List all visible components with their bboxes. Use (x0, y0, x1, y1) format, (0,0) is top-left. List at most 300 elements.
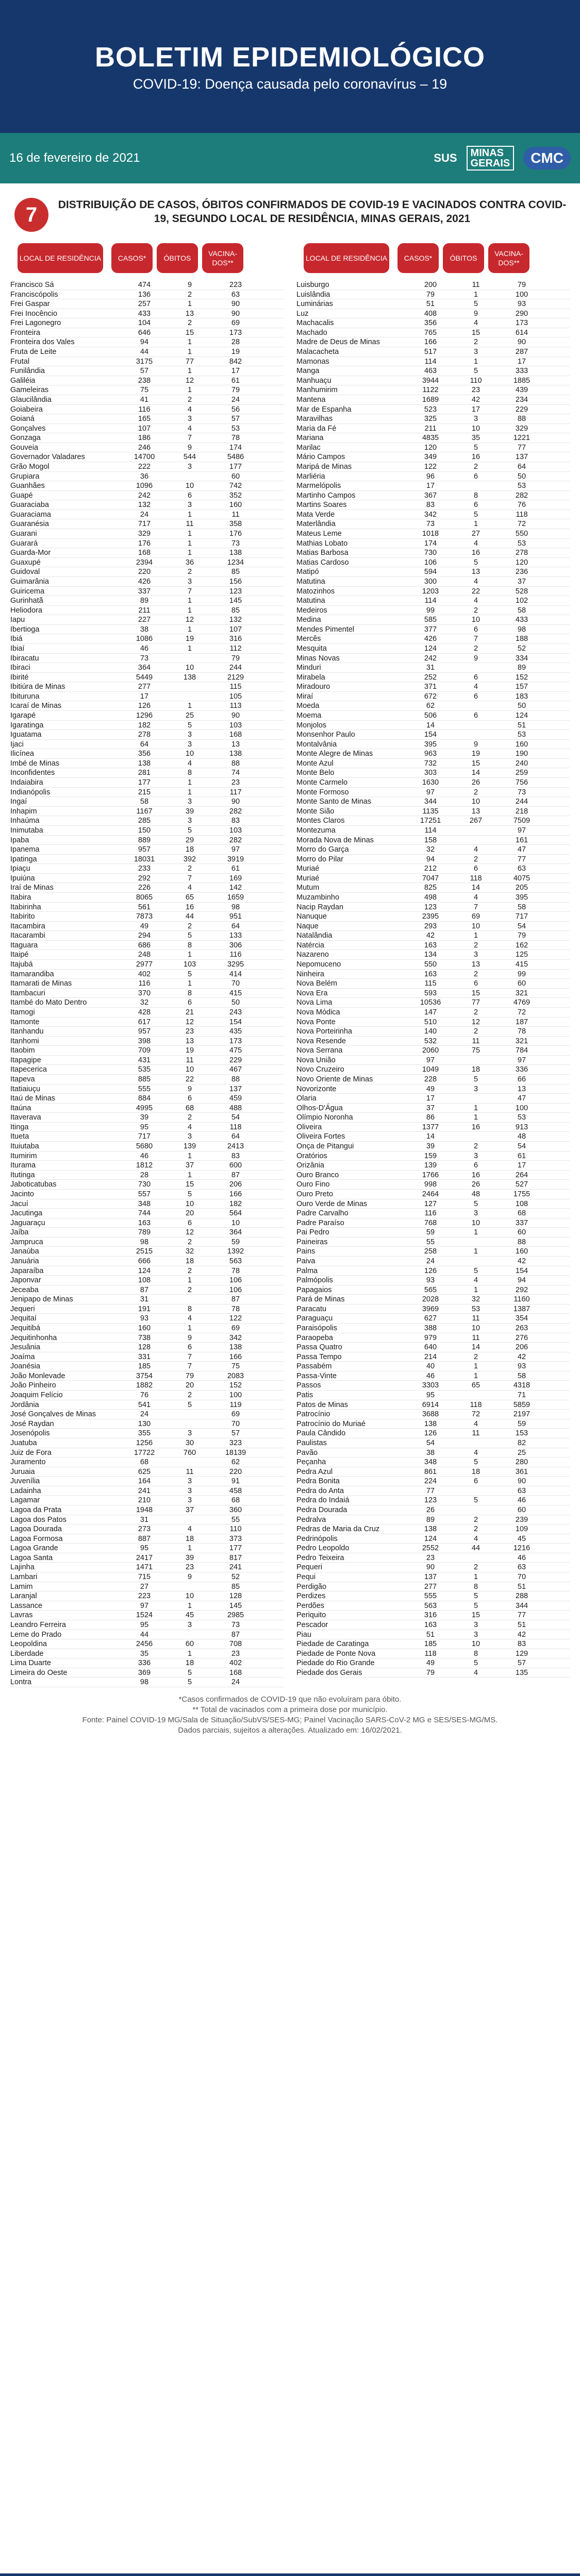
cases-value: 134 (424, 951, 437, 959)
table-row (10, 644, 284, 654)
municipality-name: Ibertioga (10, 625, 40, 634)
vaccinated-value: 433 (515, 616, 528, 624)
table-row (10, 1037, 284, 1046)
municipality-name: Medina (296, 616, 321, 624)
cases-value: 281 (138, 769, 151, 777)
deaths-value: 3 (187, 731, 192, 739)
vaccinated-value: 61 (231, 376, 240, 385)
cases-value: 126 (138, 702, 151, 710)
cases-value: 1018 (422, 530, 439, 538)
table-row (296, 1572, 570, 1582)
municipality-name: Luz (296, 309, 309, 318)
vaccinated-value: 52 (517, 644, 526, 653)
deaths-value: 5 (473, 558, 478, 567)
municipality-name: Itambé do Mato Dentro (10, 998, 87, 1007)
deaths-value: 8 (187, 989, 192, 997)
cases-value: 24 (426, 1257, 435, 1265)
table-row (296, 1505, 570, 1515)
cases-value: 355 (138, 1429, 151, 1438)
municipality-name: Itueta (10, 1132, 29, 1141)
cases-value: 7873 (136, 912, 153, 921)
municipality-name: Monsenhor Paulo (296, 731, 355, 739)
vaccinated-value: 1755 (513, 1190, 531, 1198)
vaccinated-value: 23 (231, 1649, 240, 1658)
deaths-value: 2 (473, 338, 478, 347)
deaths-value: 3 (187, 1620, 192, 1629)
deaths-value: 5 (473, 1601, 478, 1610)
cases-value: 367 (424, 491, 437, 500)
deaths-value: 35 (471, 434, 480, 443)
vaccinated-value: 85 (231, 1582, 240, 1591)
table-row (10, 740, 284, 750)
cases-value: 1630 (422, 778, 439, 787)
table-row (10, 654, 284, 664)
municipality-name: Governador Valadares (10, 453, 85, 462)
table-row (10, 1410, 284, 1419)
cases-value: 7047 (422, 874, 439, 883)
vaccinated-value: 190 (515, 750, 528, 758)
cases-value: 210 (138, 1496, 151, 1505)
deaths-value: 2 (187, 568, 192, 577)
table-row (10, 519, 284, 529)
municipality-name: Jacutinga (10, 1209, 43, 1218)
vaccinated-value: 70 (231, 979, 240, 988)
municipality-name: Oratórios (296, 1151, 327, 1160)
cases-value: 293 (424, 922, 437, 930)
vaccinated-value: 244 (515, 798, 528, 806)
deaths-value: 16 (471, 1171, 480, 1179)
table-row (10, 366, 284, 376)
table-row (296, 1524, 570, 1534)
municipality-name: Paraisópolis (296, 1324, 337, 1333)
cases-value: 95 (426, 1391, 435, 1400)
table-row (296, 654, 570, 664)
vaccinated-value: 7509 (513, 817, 531, 825)
cases-value: 377 (424, 625, 437, 634)
cases-value: 325 (424, 415, 437, 423)
vaccinated-value: 321 (515, 989, 528, 997)
vaccinated-value: 90 (517, 1477, 526, 1486)
municipality-name: Maravilhas (296, 415, 333, 423)
cases-value: 41 (140, 395, 149, 404)
sus-logo: SUS (434, 151, 457, 164)
vaccinated-value: 93 (517, 300, 526, 309)
table-row (296, 1123, 570, 1132)
page-footer (0, 2573, 580, 2576)
table-row (10, 328, 284, 338)
vaccinated-value: 69 (231, 319, 240, 328)
cases-value: 1167 (136, 807, 153, 816)
vaccinated-value: 28 (231, 338, 240, 347)
deaths-value (167, 1515, 212, 1524)
vaccinated-value: 160 (515, 740, 528, 749)
table-row (10, 1295, 284, 1304)
deaths-value: 3 (187, 415, 192, 423)
cases-value: 223 (138, 1592, 151, 1601)
vaccinated-value: 1221 (513, 434, 531, 443)
municipality-name: Francisco Sá (10, 281, 54, 289)
deaths-value: 13 (471, 568, 480, 577)
municipality-name: Itapeva (10, 1075, 35, 1083)
cases-value: 39 (426, 1142, 435, 1151)
deaths-value: 8 (473, 491, 478, 500)
vaccinated-value: 83 (517, 1640, 526, 1649)
table-row (296, 941, 570, 951)
table-row (296, 1199, 570, 1209)
table-row (296, 893, 570, 903)
table-row (10, 1218, 284, 1228)
municipality-name: Lagamar (10, 1496, 40, 1505)
municipality-name: Montezuma (296, 826, 336, 835)
table-columns (10, 239, 570, 1687)
table-row (10, 1065, 284, 1075)
deaths-value: 4 (473, 893, 478, 902)
municipality-name: Palma (296, 1266, 318, 1275)
table-row (10, 1639, 284, 1649)
vaccinated-value: 145 (229, 1601, 242, 1610)
table-row (296, 778, 570, 788)
table-row (296, 1458, 570, 1467)
table-row (10, 673, 284, 683)
deaths-value: 1 (473, 1104, 478, 1112)
vaccinated-value: 173 (229, 328, 242, 337)
municipality-name: Lontra (10, 1678, 32, 1687)
vaccinated-value: 243 (229, 1008, 242, 1016)
vaccinated-value: 100 (515, 1104, 528, 1112)
municipality-name: Gouveia (10, 443, 39, 452)
cases-value: 130 (138, 1419, 151, 1428)
deaths-value: 5 (473, 1496, 478, 1505)
cases-value: 27 (140, 1582, 149, 1591)
vaccinated-value: 137 (229, 1084, 242, 1093)
cases-value: 506 (424, 711, 437, 720)
table-row (296, 395, 570, 405)
deaths-value: 7 (187, 587, 192, 596)
table-row (296, 491, 570, 501)
deaths-value: 27 (471, 530, 480, 538)
deaths-value: 6 (187, 1094, 192, 1103)
municipality-name: Medeiros (296, 606, 327, 615)
cases-value: 2395 (422, 912, 439, 921)
municipality-name: Guarani (10, 530, 37, 538)
deaths-value: 2 (187, 1285, 192, 1294)
table-row (10, 1352, 284, 1362)
cases-value: 51 (426, 300, 435, 309)
cases-value: 32 (140, 998, 149, 1007)
municipality-name: Perdigão (296, 1582, 327, 1591)
vaccinated-value: 88 (517, 1238, 526, 1246)
table-row (296, 357, 570, 367)
deaths-value: 53 (471, 1304, 480, 1313)
vaccinated-value: 708 (229, 1640, 242, 1649)
deaths-value: 2 (187, 290, 192, 299)
deaths-value: 65 (471, 1381, 480, 1390)
municipality-name: Muriaé (296, 874, 320, 883)
cases-value: 95 (140, 1123, 149, 1131)
municipality-name: Indaiabira (10, 778, 43, 787)
vaccinated-value: 240 (515, 759, 528, 768)
cases-value: 364 (138, 664, 151, 672)
table-row (296, 1171, 570, 1180)
vaccinated-value: 46 (517, 1496, 526, 1505)
deaths-value: 1 (187, 1151, 192, 1160)
deaths-value (167, 654, 212, 663)
municipality-name: Fruta de Leite (10, 348, 57, 357)
table-row (10, 1304, 284, 1314)
municipality-name: Paula Cândido (296, 1429, 346, 1438)
vaccinated-value: 88 (231, 1075, 240, 1083)
vaccinated-value: 100 (229, 1391, 242, 1400)
deaths-value: 5 (473, 1075, 478, 1083)
table-row (10, 500, 284, 510)
municipality-name: Inconfidentes (10, 769, 55, 777)
vaccinated-value: 124 (515, 711, 528, 720)
cases-value: 186 (138, 434, 151, 443)
table-row (296, 424, 570, 434)
vaccinated-value: 119 (229, 1400, 242, 1409)
vaccinated-value: 2129 (227, 673, 244, 682)
cases-value: 5449 (136, 673, 153, 682)
cases-value: 1296 (136, 711, 153, 720)
table-row (10, 1611, 284, 1620)
cases-value: 738 (138, 1333, 151, 1342)
cases-value: 165 (138, 415, 151, 423)
municipality-name: Guarará (10, 539, 38, 548)
cases-value: 224 (424, 1477, 437, 1486)
table-row (10, 692, 284, 702)
table-row (296, 1008, 570, 1018)
table-row (296, 1419, 570, 1429)
municipality-name: Itatiaiuçu (10, 1084, 41, 1093)
deaths-value: 1 (187, 1171, 192, 1179)
cases-value: 14 (426, 1132, 435, 1141)
deaths-value (453, 1056, 499, 1065)
cases-value: 97 (140, 1601, 149, 1610)
vaccinated-value: 458 (229, 1486, 242, 1495)
vaccinated-value: 97 (517, 826, 526, 835)
vaccinated-value: 51 (517, 1582, 526, 1591)
cases-value: 730 (138, 1180, 151, 1189)
municipality-name: Padre Paraíso (296, 1218, 344, 1227)
cases-value: 76 (140, 1391, 149, 1400)
municipality-name: Lagoa Formosa (10, 1534, 63, 1543)
cases-value: 277 (138, 683, 151, 691)
cases-value: 957 (138, 845, 151, 854)
deaths-value: 1 (187, 1601, 192, 1610)
municipality-name: Monte Santo de Minas (296, 798, 372, 806)
municipality-name: Lamim (10, 1582, 33, 1591)
vaccinated-value: 282 (515, 491, 528, 500)
vaccinated-value: 842 (229, 357, 242, 366)
deaths-value: 7 (187, 874, 192, 883)
cases-value: 3175 (136, 357, 153, 366)
vaccinated-value: 53 (231, 424, 240, 433)
deaths-value: 18 (185, 1534, 194, 1543)
deaths-value: 3 (473, 1209, 478, 1218)
logo-group (434, 146, 571, 171)
vaccinated-value: 329 (515, 424, 528, 433)
municipality-name: Nova União (296, 1056, 336, 1064)
deaths-value: 6 (473, 472, 478, 481)
cases-value: 94 (426, 855, 435, 863)
table-row (10, 1649, 284, 1659)
deaths-value: 25 (185, 711, 194, 720)
cases-value: 24 (140, 1410, 149, 1419)
vaccinated-value: 218 (515, 807, 528, 816)
municipality-name: Papagaios (296, 1285, 332, 1294)
municipality-name: Machacalis (296, 319, 334, 328)
cases-value: 765 (424, 328, 437, 337)
vaccinated-value: 263 (515, 1324, 528, 1333)
deaths-value: 139 (183, 1142, 196, 1151)
deaths-value: 9 (187, 1573, 192, 1582)
deaths-value: 5 (187, 1678, 192, 1687)
vaccinated-value: 50 (231, 998, 240, 1007)
municipality-name: Mata Verde (296, 510, 335, 519)
deaths-value: 138 (183, 673, 196, 682)
vaccinated-value: 87 (231, 1295, 240, 1304)
deaths-value: 10 (185, 1065, 194, 1074)
vaccinated-value: 115 (229, 683, 242, 691)
vaccinated-value: 138 (229, 549, 242, 557)
deaths-value: 2 (473, 462, 478, 471)
deaths-value: 392 (183, 855, 196, 863)
table-row (10, 1113, 284, 1123)
cases-value: 348 (424, 1458, 437, 1467)
municipality-name: Guaxupé (10, 558, 41, 567)
table-row (10, 1400, 284, 1410)
deaths-value: 6 (473, 865, 478, 873)
deaths-value: 7 (473, 635, 478, 643)
municipality-name: Pedras de Maria da Cruz (296, 1525, 380, 1534)
deaths-value: 75 (471, 1046, 480, 1055)
vaccinated-value: 323 (229, 1438, 242, 1447)
table-row (296, 299, 570, 309)
vaccinated-value: 51 (517, 1620, 526, 1629)
table-row (296, 328, 570, 338)
deaths-value: 5 (187, 970, 192, 978)
vaccinated-value: 13 (231, 740, 240, 749)
table-row (10, 701, 284, 711)
deaths-value: 1 (187, 300, 192, 309)
cases-value: 124 (424, 644, 437, 653)
cases-value: 523 (424, 405, 437, 414)
municipality-name: Monte Carmelo (296, 778, 348, 787)
municipality-name: Franciscópolis (10, 290, 58, 299)
deaths-value: 10 (471, 616, 480, 624)
deaths-value: 4 (187, 405, 192, 414)
table-row (10, 826, 284, 836)
cases-value: 585 (424, 616, 437, 624)
cases-value: 426 (424, 635, 437, 643)
cases-value: 10536 (420, 998, 441, 1007)
municipality-name: Itutinga (10, 1171, 35, 1179)
cases-value: 17251 (420, 817, 441, 825)
table-row (296, 721, 570, 731)
table-row (296, 950, 570, 960)
municipality-name: Jaboticatubas (10, 1180, 57, 1189)
table-row (10, 1544, 284, 1553)
table-row (296, 1190, 570, 1199)
vaccinated-value: 528 (515, 587, 528, 596)
cases-value: 557 (138, 1190, 151, 1198)
cases-value: 889 (138, 836, 151, 844)
cases-value: 42 (426, 931, 435, 940)
cases-value: 174 (424, 539, 437, 548)
deaths-value: 5 (473, 1659, 478, 1668)
municipality-name: Monte Formoso (296, 788, 349, 796)
table-row (10, 1056, 284, 1065)
municipality-name: Madre de Deus de Minas (296, 338, 380, 347)
deaths-value: 1 (473, 1371, 478, 1380)
table-row (296, 1333, 570, 1343)
deaths-value: 3 (473, 1630, 478, 1639)
deaths-value: 6 (187, 1218, 192, 1227)
deaths-value: 5 (187, 826, 192, 835)
vaccinated-value: 229 (515, 405, 528, 414)
municipality-name: Fronteira (10, 328, 41, 337)
vaccinated-value: 563 (229, 1257, 242, 1265)
deaths-value: 1 (187, 625, 192, 634)
vaccinated-value: 913 (515, 1123, 528, 1131)
cases-value: 3754 (136, 1371, 153, 1380)
deaths-value: 5 (187, 931, 192, 940)
table-row (296, 337, 570, 347)
cases-value: 185 (138, 1362, 151, 1371)
table-row (10, 443, 284, 453)
cases-value: 168 (138, 549, 151, 557)
deaths-value: 13 (471, 807, 480, 816)
table-row (10, 1180, 284, 1190)
cases-value: 3969 (422, 1304, 439, 1313)
table-row (296, 759, 570, 769)
vaccinated-value: 90 (231, 798, 240, 806)
deaths-value: 3 (473, 348, 478, 357)
table-row (10, 395, 284, 405)
deaths-value: 267 (469, 817, 483, 825)
municipality-name: Mercês (296, 635, 321, 643)
vaccinated-value: 46 (517, 1553, 526, 1562)
deaths-value: 36 (185, 558, 194, 567)
deaths-value: 5 (473, 300, 478, 309)
table-row (296, 290, 570, 300)
deaths-value: 6 (473, 1161, 478, 1170)
municipality-name: Ipatinga (10, 855, 37, 863)
vaccinated-value: 68 (517, 1209, 526, 1218)
vaccinated-value: 5486 (227, 453, 244, 462)
cases-value: 998 (424, 1180, 437, 1189)
table-row (296, 1563, 570, 1572)
municipality-name: Itabirinha (10, 903, 41, 911)
vaccinated-value: 138 (229, 1343, 242, 1352)
cases-value: 1812 (136, 1161, 153, 1170)
deaths-value: 15 (471, 1611, 480, 1620)
vaccinated-value: 132 (229, 616, 242, 624)
deaths-value (453, 1553, 499, 1563)
cases-value: 957 (138, 1027, 151, 1036)
cases-value: 2552 (422, 1544, 439, 1553)
table-row (296, 405, 570, 415)
table-row (296, 1018, 570, 1027)
municipality-name: Manhuaçu (296, 376, 332, 385)
vaccinated-value: 68 (231, 1496, 240, 1505)
cases-value: 185 (424, 1640, 437, 1649)
municipality-name: Liberdade (10, 1649, 44, 1658)
table-row (10, 1563, 284, 1572)
vaccinated-value: 415 (515, 960, 528, 969)
cases-value: 90 (426, 1563, 435, 1572)
table-row (10, 1018, 284, 1027)
